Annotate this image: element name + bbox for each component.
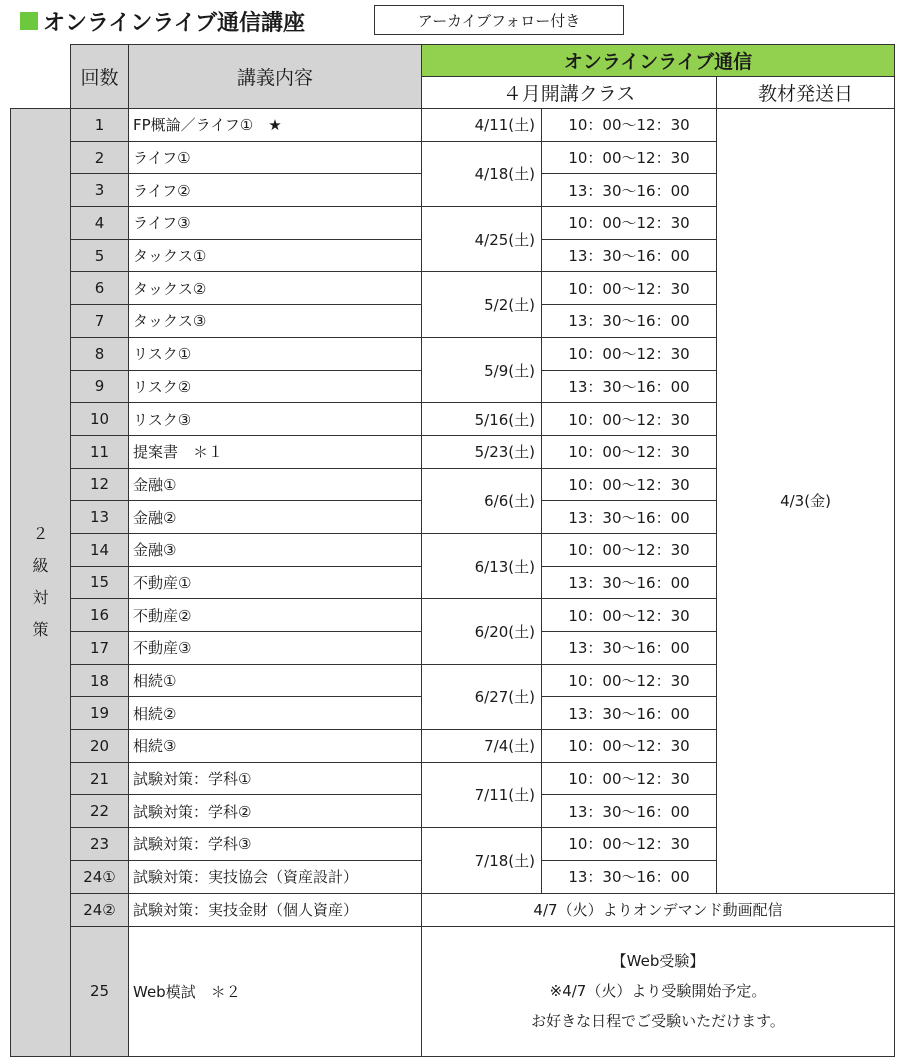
time-cell: 10：00～12：30 [542, 109, 717, 142]
lecture-cell: リスク② [129, 370, 422, 403]
lecture-cell: 不動産② [129, 599, 422, 632]
header-lecture: 講義内容 [129, 45, 422, 109]
row-number: 5 [71, 239, 129, 272]
row-number: 6 [71, 272, 129, 305]
lecture-cell: ライフ③ [129, 207, 422, 240]
date-cell: 4/11(土) [422, 109, 542, 142]
lecture-cell: 提案書 ＊１ [129, 435, 422, 468]
time-cell: 10：00～12：30 [542, 762, 717, 795]
web-exam-note [422, 926, 895, 1056]
date-cell: 7/4(土) [422, 730, 542, 763]
row-number: 16 [71, 599, 129, 632]
time-cell: 10：00～12：30 [542, 599, 717, 632]
date-cell: 5/9(土) [422, 337, 542, 402]
table-row [11, 109, 895, 142]
lecture-cell: 金融③ [129, 533, 422, 566]
header-live: オンラインライブ通信 [422, 45, 895, 77]
archive-badge: アーカイブフォロー付き [374, 5, 624, 35]
page-title: オンラインライブ通信講座 [43, 10, 306, 36]
time-cell: 10：00～12：30 [542, 141, 717, 174]
time-cell: 13：30～16：00 [542, 501, 717, 534]
schedule-table [10, 44, 895, 1057]
row-number: 21 [71, 762, 129, 795]
web-exam-note3: お好きな日程でご受験いただけます。 [531, 1012, 785, 1030]
time-cell: 13：30～16：00 [542, 239, 717, 272]
ship-date: 4/3(金) [717, 109, 895, 894]
lecture-cell: タックス① [129, 239, 422, 272]
web-exam-note1: 【Web受験】 [611, 952, 705, 970]
row-number: 25 [71, 926, 129, 1056]
row-number: 18 [71, 664, 129, 697]
web-exam-note2: ※4/7（火）より受験開始予定。 [549, 982, 767, 1000]
lecture-cell: 相続③ [129, 730, 422, 763]
lecture-cell: 試験対策：学科① [129, 762, 422, 795]
lecture-cell: ライフ① [129, 141, 422, 174]
time-cell: 13：30～16：00 [542, 174, 717, 207]
time-cell: 10：00～12：30 [542, 435, 717, 468]
row-number: 24① [71, 860, 129, 893]
time-cell: 13：30～16：00 [542, 566, 717, 599]
title-row [20, 5, 305, 37]
time-cell: 13：30～16：00 [542, 370, 717, 403]
date-cell: 6/27(土) [422, 664, 542, 729]
title-square-icon [20, 12, 38, 30]
lecture-cell: タックス③ [129, 305, 422, 338]
date-cell: 6/20(土) [422, 599, 542, 664]
row-number: 4 [71, 207, 129, 240]
header-ship: 教材発送日 [717, 77, 895, 109]
time-cell: 10：00～12：30 [542, 664, 717, 697]
row-number: 11 [71, 435, 129, 468]
lecture-cell: タックス② [129, 272, 422, 305]
row-number: 19 [71, 697, 129, 730]
lecture-cell: 相続① [129, 664, 422, 697]
row-number: 14 [71, 533, 129, 566]
lecture-cell: 試験対策：実技金財（個人資産） [129, 893, 422, 926]
row-number: 9 [71, 370, 129, 403]
time-cell: 13：30～16：00 [542, 632, 717, 665]
time-cell: 10：00～12：30 [542, 337, 717, 370]
date-cell: 4/25(土) [422, 207, 542, 272]
row-number: 2 [71, 141, 129, 174]
row-number: 3 [71, 174, 129, 207]
row-number: 1 [71, 109, 129, 142]
time-cell: 10：00～12：30 [542, 828, 717, 861]
lecture-cell: 金融① [129, 468, 422, 501]
header-count: 回数 [71, 45, 129, 109]
lecture-cell: 不動産① [129, 566, 422, 599]
lecture-cell: 試験対策：学科③ [129, 828, 422, 861]
date-cell: 5/2(土) [422, 272, 542, 337]
time-cell: 13：30～16：00 [542, 305, 717, 338]
time-cell: 10：00～12：30 [542, 272, 717, 305]
row-number: 8 [71, 337, 129, 370]
lecture-cell: FP概論／ライフ① ★ [129, 109, 422, 142]
lecture-cell: 試験対策：学科② [129, 795, 422, 828]
time-cell: 10：00～12：30 [542, 207, 717, 240]
row-number: 15 [71, 566, 129, 599]
time-cell: 10：00～12：30 [542, 403, 717, 436]
lecture-cell: Web模試 ＊２ [129, 926, 422, 1056]
row-number: 20 [71, 730, 129, 763]
row-number: 10 [71, 403, 129, 436]
level-label: ２ 級 対 策 [11, 109, 71, 1057]
date-cell: 5/16(土) [422, 403, 542, 436]
date-cell: 7/18(土) [422, 828, 542, 893]
row-number: 12 [71, 468, 129, 501]
time-cell: 10：00～12：30 [542, 533, 717, 566]
date-cell: 4/18(土) [422, 141, 542, 206]
time-cell: 10：00～12：30 [542, 468, 717, 501]
time-cell: 13：30～16：00 [542, 697, 717, 730]
date-cell: 6/13(土) [422, 533, 542, 598]
lecture-cell: リスク① [129, 337, 422, 370]
row-number: 23 [71, 828, 129, 861]
time-cell: 13：30～16：00 [542, 860, 717, 893]
date-cell: 5/23(土) [422, 435, 542, 468]
lecture-cell: 不動産③ [129, 632, 422, 665]
row-number: 24② [71, 893, 129, 926]
lecture-cell: リスク③ [129, 403, 422, 436]
lecture-cell: 試験対策：実技協会（資産設計） [129, 860, 422, 893]
header-class: ４月開講クラス [422, 77, 717, 109]
date-cell: 7/11(土) [422, 762, 542, 827]
date-cell: 6/6(土) [422, 468, 542, 533]
time-cell: 13：30～16：00 [542, 795, 717, 828]
row-number: 22 [71, 795, 129, 828]
lecture-cell: 相続② [129, 697, 422, 730]
time-cell: 10：00～12：30 [542, 730, 717, 763]
row-number: 13 [71, 501, 129, 534]
header-corner [11, 45, 71, 109]
lecture-cell: 金融② [129, 501, 422, 534]
row-number: 7 [71, 305, 129, 338]
lecture-cell: ライフ② [129, 174, 422, 207]
row-number: 17 [71, 632, 129, 665]
ondemand-note: 4/7（火）よりオンデマンド動画配信 [422, 893, 895, 926]
